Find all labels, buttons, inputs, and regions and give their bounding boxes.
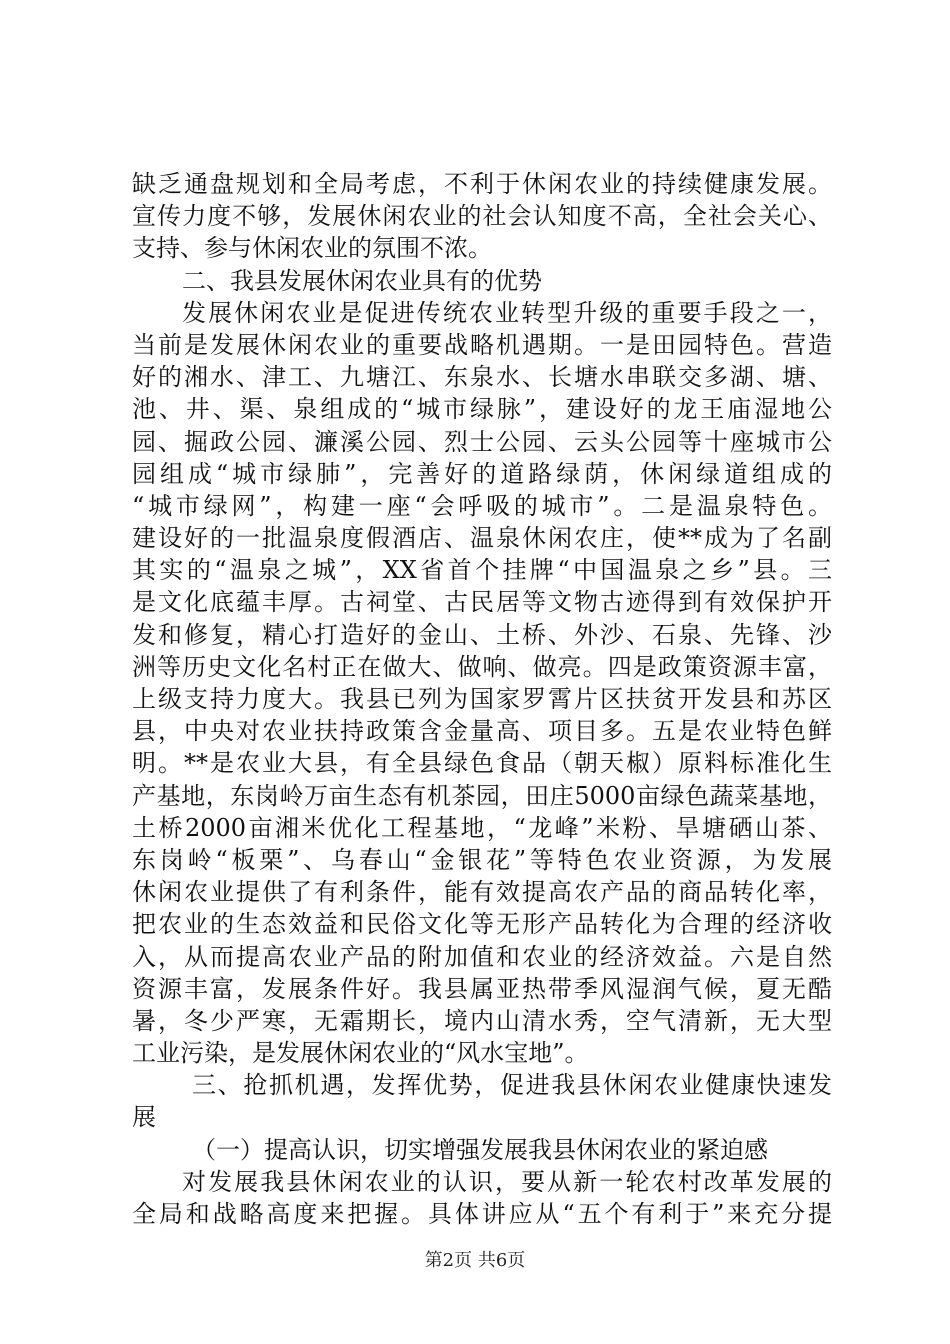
text-line: “城市绿网”，构建一座“会呼吸的城市”。二是温泉特色。 bbox=[132, 491, 832, 520]
text-line: 其实的“温泉之城”，XX省首个挂牌“中国温泉之乡”县。三 bbox=[132, 556, 832, 585]
text-line: 产基地，东岗岭万亩生态有机茶园，田庄5000亩绿色蔬菜基地， bbox=[132, 781, 832, 810]
text-line: 暑，冬少严寒，无霜期长，境内山清水秀，空气清新，无大型 bbox=[132, 1006, 832, 1035]
text-line: 工业污染，是发展休闲农业的“风水宝地”。 bbox=[132, 1039, 589, 1068]
text-line: 对发展我县休闲农业的认识，要从新一轮农村改革发展的 bbox=[182, 1167, 832, 1196]
text-line: 缺乏通盘规划和全局考虑，不利于休闲农业的持续健康发展。 bbox=[132, 170, 832, 198]
text-line: 发展休闲农业是促进传统农业转型升级的重要手段之一， bbox=[182, 298, 832, 327]
section-heading: 三、抢抓机遇，发挥优势，促进我县休闲农业健康快速发 bbox=[192, 1071, 832, 1100]
text-line: 展 bbox=[132, 1103, 156, 1132]
text-line: 建设好的一批温泉度假酒店、温泉休闲农庄，使**成为了名副 bbox=[132, 524, 832, 553]
text-line: 县，中央对农业扶持政策含金量高、项目多。五是农业特色鲜 bbox=[132, 717, 832, 746]
text-line: 园、掘政公园、濂溪公园、烈士公园、云头公园等十座城市公 bbox=[132, 427, 832, 456]
text-line: 资源丰富，发展条件好。我县属亚热带季风湿润气候，夏无酷 bbox=[132, 974, 832, 1003]
text-line: 洲等历史文化名村正在做大、做响、做亮。四是政策资源丰富， bbox=[132, 652, 832, 681]
text-line: 全局和战略高度来把握。具体讲应从“五个有利于”来充分提 bbox=[132, 1200, 832, 1228]
page-footer bbox=[0, 1250, 950, 1272]
text-line: 入，从而提高农业产品的附加值和农业的经济效益。六是自然 bbox=[132, 942, 832, 971]
document-body bbox=[132, 168, 832, 1230]
text-line: 支持、参与休闲农业的氛围不浓。 bbox=[132, 234, 492, 263]
text-line: 东岗岭“板栗”、乌春山“金银花”等特色农业资源，为发展 bbox=[132, 845, 832, 874]
text-line: 土桥2000亩湘米优化工程基地，“龙峰”米粉、旱塘硒山茶、 bbox=[132, 813, 832, 842]
text-line: 园组成“城市绿肺”，完善好的道路绿荫，休闲绿道组成的 bbox=[132, 459, 832, 488]
page-indicator: 第2页 共6页 bbox=[424, 1250, 526, 1271]
text-line: 把农业的生态效益和民俗文化等无形产品转化为合理的经济收 bbox=[132, 910, 832, 939]
text-line: 好的湘水、津工、九塘江、东泉水、长塘水串联交多湖、塘、 bbox=[132, 363, 832, 392]
text-line: 休闲农业提供了有利条件，能有效提高农产品的商品转化率， bbox=[132, 878, 832, 907]
text-line: 宣传力度不够，发展休闲农业的社会认知度不高，全社会关心、 bbox=[132, 202, 832, 231]
text-line: 明。**是农业大县，有全县绿色食品（朝天椒）原料标准化生 bbox=[132, 749, 832, 778]
subsection-heading: （一）提高认识，切实增强发展我县休闲农业的紧迫感 bbox=[192, 1135, 768, 1164]
text-line: 是文化底蕴丰厚。古祠堂、古民居等文物古迹得到有效保护开 bbox=[132, 588, 832, 617]
section-heading: 二、我县发展休闲农业具有的优势 bbox=[182, 266, 542, 295]
text-line: 池、井、渠、泉组成的“城市绿脉”，建设好的龙王庙湿地公 bbox=[132, 395, 832, 424]
text-line: 当前是发展休闲农业的重要战略机遇期。一是田园特色。营造 bbox=[132, 330, 832, 359]
text-line: 上级支持力度大。我县已列为国家罗霄片区扶贫开发县和苏区 bbox=[132, 685, 832, 713]
text-line: 发和修复，精心打造好的金山、土桥、外沙、石泉、先锋、沙 bbox=[132, 620, 832, 649]
